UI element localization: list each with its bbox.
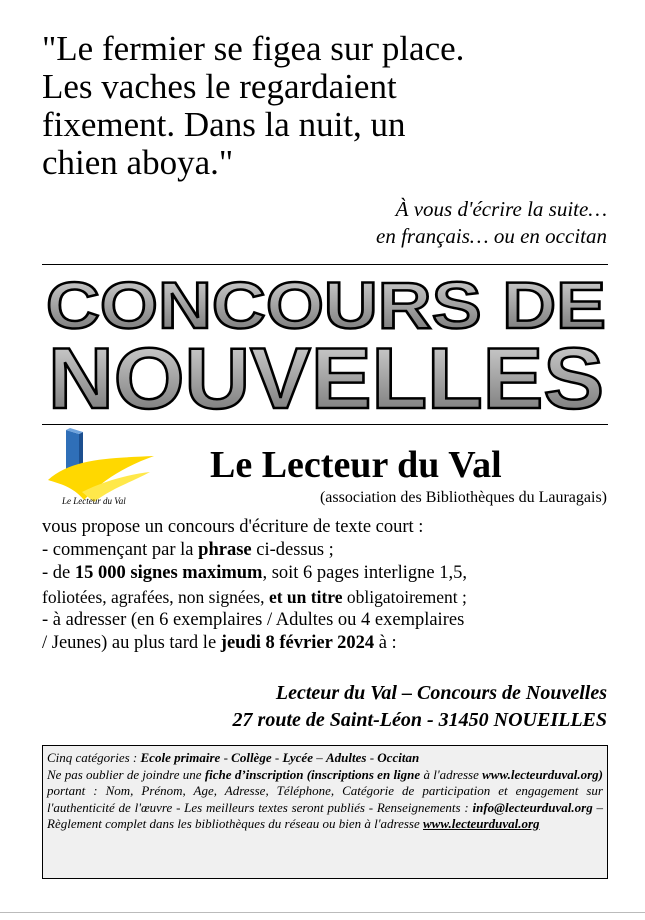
- website-link[interactable]: www.lecteurduval.org): [482, 766, 603, 782]
- rule-length: [42, 562, 617, 585]
- info-text: –: [312, 750, 326, 765]
- rule-bold: et un titre: [268, 586, 343, 607]
- info-text: à l'adresse: [420, 766, 483, 782]
- quote-line-2: Les vaches le regardaient: [42, 67, 397, 106]
- rule-text: foliotées, agrafées, non signées,: [42, 586, 269, 607]
- middle-divider: [42, 424, 608, 425]
- banner-line-1: CONCOURS DE: [46, 270, 606, 342]
- info-text: -: [366, 750, 378, 765]
- rule-text: , soit 6 pages interligne 1,5,: [262, 563, 467, 584]
- rule-format: [42, 586, 617, 609]
- rule-text: / Jeunes) au plus tard le: [42, 633, 221, 654]
- tagline: [376, 196, 607, 250]
- contest-banner: [38, 270, 614, 420]
- postal-address: [233, 680, 607, 734]
- rule-bold: jeudi 8 février 2024: [220, 633, 375, 654]
- opening-sentence: [42, 30, 622, 182]
- info-text: -: [220, 750, 232, 765]
- quote-line-4: chien aboya.": [42, 143, 234, 182]
- top-divider: [42, 264, 608, 265]
- info-bold: fiche d’inscription (inscriptions en ligne: [204, 766, 421, 782]
- banner-line-2: NOUVELLES: [48, 331, 604, 420]
- category-college: Collège: [231, 750, 272, 765]
- category-adultes: Adultes: [325, 750, 367, 765]
- category-occitan: Occitan: [377, 750, 420, 765]
- info-text: Cinq catégories :: [47, 750, 141, 765]
- rule-text: - de: [42, 563, 75, 584]
- quote-line-3: fixement. Dans la nuit, un: [42, 105, 406, 144]
- website-link-underlined[interactable]: www.lecteurduval.org: [422, 816, 540, 831]
- rule-sentence: [42, 539, 617, 562]
- info-paragraph: [47, 767, 603, 833]
- rules-intro: vous propose un concours d'écriture de texte court :: [42, 517, 424, 537]
- info-text: -: [271, 750, 283, 765]
- address-line-1: Lecteur du Val – Concours de Nouvelles: [275, 682, 607, 704]
- info-box: [42, 745, 608, 879]
- rule-bold: phrase: [198, 540, 252, 561]
- tagline-line-2: en français… ou en occitan: [376, 224, 607, 248]
- rule-bold: 15 000 signes maximum: [74, 563, 263, 584]
- info-text: portant : Nom, Prénom, Age, Adresse, Téléphone, Catégorie de participation et engagement sur l'authenticité de l'œuvre - Les meilleurs textes seront publiés - Renseignements :: [47, 783, 603, 815]
- logo-caption: Le Lecteur du Val: [62, 496, 126, 506]
- quote-line-1: "Le fermier se figea sur place.: [42, 29, 465, 68]
- rule-text: - commençant par la: [42, 540, 199, 561]
- category-lycee: Lycée: [282, 750, 313, 765]
- tagline-line-1: À vous d'écrire la suite…: [395, 197, 607, 221]
- categories-line: [47, 750, 603, 767]
- rule-text: à :: [374, 633, 397, 654]
- info-text: – Règlement complet dans les bibliothèques du réseau ou bien à l'adresse: [47, 799, 604, 831]
- contest-rules: [42, 516, 617, 655]
- category-primary: Ecole primaire: [140, 750, 221, 765]
- address-line-2: 27 route de Saint-Léon - 31450 NOUEILLES: [232, 709, 607, 731]
- page-bottom-edge: [0, 912, 645, 913]
- rule-text: ci-dessus ;: [251, 540, 334, 561]
- email-link[interactable]: info@lecteurduval.org: [472, 799, 593, 815]
- organizer-subtitle: (association des Bibliothèques du Lauragais): [319, 489, 607, 506]
- rule-text: obligatoirement ;: [342, 586, 467, 607]
- organizer-name: Le Lecteur du Val: [210, 444, 502, 486]
- rule-copies: - à adresser (en 6 exemplaires / Adultes ou 4 exemplaires: [42, 609, 465, 630]
- info-text: Ne pas oublier de joindre une: [47, 766, 205, 782]
- rule-deadline: [42, 632, 617, 655]
